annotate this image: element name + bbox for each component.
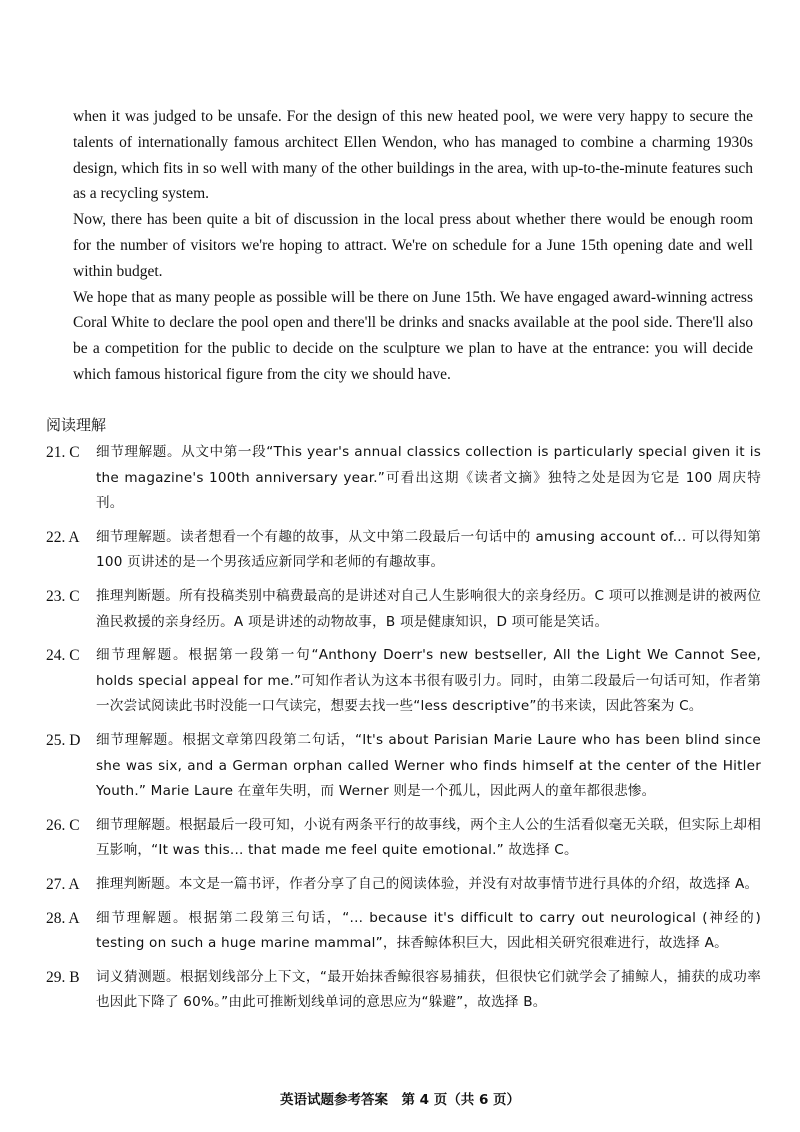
answer-key: 24. C — [46, 647, 80, 665]
passage-paragraph-3: We hope that as many people as possible will be there on June 15th. We have engaged award-winning actress Coral White to declare the pool open and there'll be drinks and snacks available at the pool side. There'll also be a competition for the public to decide on the sculpture we plan to have at the entrance: you will decide which famous historical figure from the city we should have. — [73, 288, 753, 383]
answer-item — [46, 440, 761, 517]
answer-item — [46, 525, 761, 576]
answer-item — [46, 906, 761, 957]
answer-key: 29. B — [46, 968, 80, 986]
answer-item — [46, 965, 761, 1016]
answer-explanation: 推理判断题。所有投稿类别中稿费最高的是讲述对自己人生影响很大的亲身经历。C 项可以推测是讲的被两位渔民救援的亲身经历。A 项是讲述的动物故事，B 项是健康知识，D 项可能是笑话。 — [96, 587, 761, 630]
answer-key: 25. D — [46, 731, 81, 749]
answer-key: 26. C — [46, 816, 80, 834]
answer-key: 28. A — [46, 909, 80, 927]
passage-text — [73, 104, 753, 388]
answer-key: 21. C — [46, 444, 80, 461]
passage-paragraph-1: when it was judged to be unsafe. For the design of this new heated pool, we were very happy to secure the talents of internationally famous architect Ellen Wendon, who has managed to combine a charming 1930s design, which fits in so well with many of the other buildings in the area, with up-to-the-minute features such as a recycling system. — [73, 108, 753, 203]
answer-key: 22. A — [46, 528, 80, 546]
answer-explanation: 推理判断题。本文是一篇书评，作者分享了自己的阅读体验，并没有对故事情节进行具体的介绍，故选择 A。 — [96, 875, 759, 892]
answer-item — [46, 872, 761, 898]
passage-paragraph-2: Now, there has been quite a bit of discussion in the local press about whether there would be enough room for the number of visitors we're hoping to attract. We're on schedule for a June 15th opening date and well within budget. — [73, 211, 753, 280]
answer-list — [46, 440, 761, 1024]
answer-item — [46, 584, 761, 635]
page-footer: 英语试题参考答案 第 4 页（共 6 页） — [279, 1092, 521, 1108]
answer-explanation: 细节理解题。读者想看一个有趣的故事，从文中第二段最后一句话中的 amusing account of... 可以得知第 100 页讲述的是一个男孩适应新同学和老师的有趣故事。 — [96, 528, 761, 571]
answer-explanation: 细节理解题。根据第二段第三句话，“... because it's difficult to carry out neurological (神经的) testing on such a huge marine mammal”，抹香鲸体积巨大，因此相关研究很难进行，故选择 A。 — [96, 909, 761, 952]
answer-key: 27. A — [46, 875, 80, 893]
answer-key: 23. C — [46, 587, 80, 605]
answer-explanation: 细节理解题。从文中第一段“This year's annual classics collection is particularly special given it is the magazine's 100th anniversary year.”可看出这期《读者文摘》独特之处是因为它是 100 周庆特刊。 — [96, 444, 761, 512]
answer-explanation: 细节理解题。根据第一段第一句“Anthony Doerr's new bestseller, All the Light We Cannot See, holds special appeal for me.”可知作者认为这本书很有吸引力。同时，由第二段最后一句话可知，作者第一次尝试阅读此书时没能一口气读完，想要去找一些“less descriptive”的书来读，因此答案为 C。 — [96, 647, 761, 715]
answer-item — [46, 728, 761, 805]
section-title: 阅读理解 — [46, 416, 107, 434]
answer-explanation: 词义猜测题。根据划线部分上下文，“最开始抹香鲸很容易捕获，但很快它们就学会了捕鲸人，捕获的成功率也因此下降了 60%。”由此可推断划线单词的意思应为“躲避”，故选择 B。 — [96, 968, 761, 1011]
answer-explanation: 细节理解题。根据最后一段可知，小说有两条平行的故事线，两个主人公的生活看似毫无关联，但实际上却相互影响，“It was this... that made me feel quite emotional.” 故选择 C。 — [96, 816, 761, 859]
answer-explanation: 细节理解题。根据文章第四段第二句话，“It's about Parisian Marie Laure who has been blind since she was six, and a German orphan called Werner who finds himself at the center of the Hitler Youth.” Marie Laure 在童年失明，而 Werner 则是一个孤儿，因此两人的童年都很悲惨。 — [96, 731, 761, 800]
answer-item — [46, 643, 761, 720]
answer-item — [46, 813, 761, 864]
